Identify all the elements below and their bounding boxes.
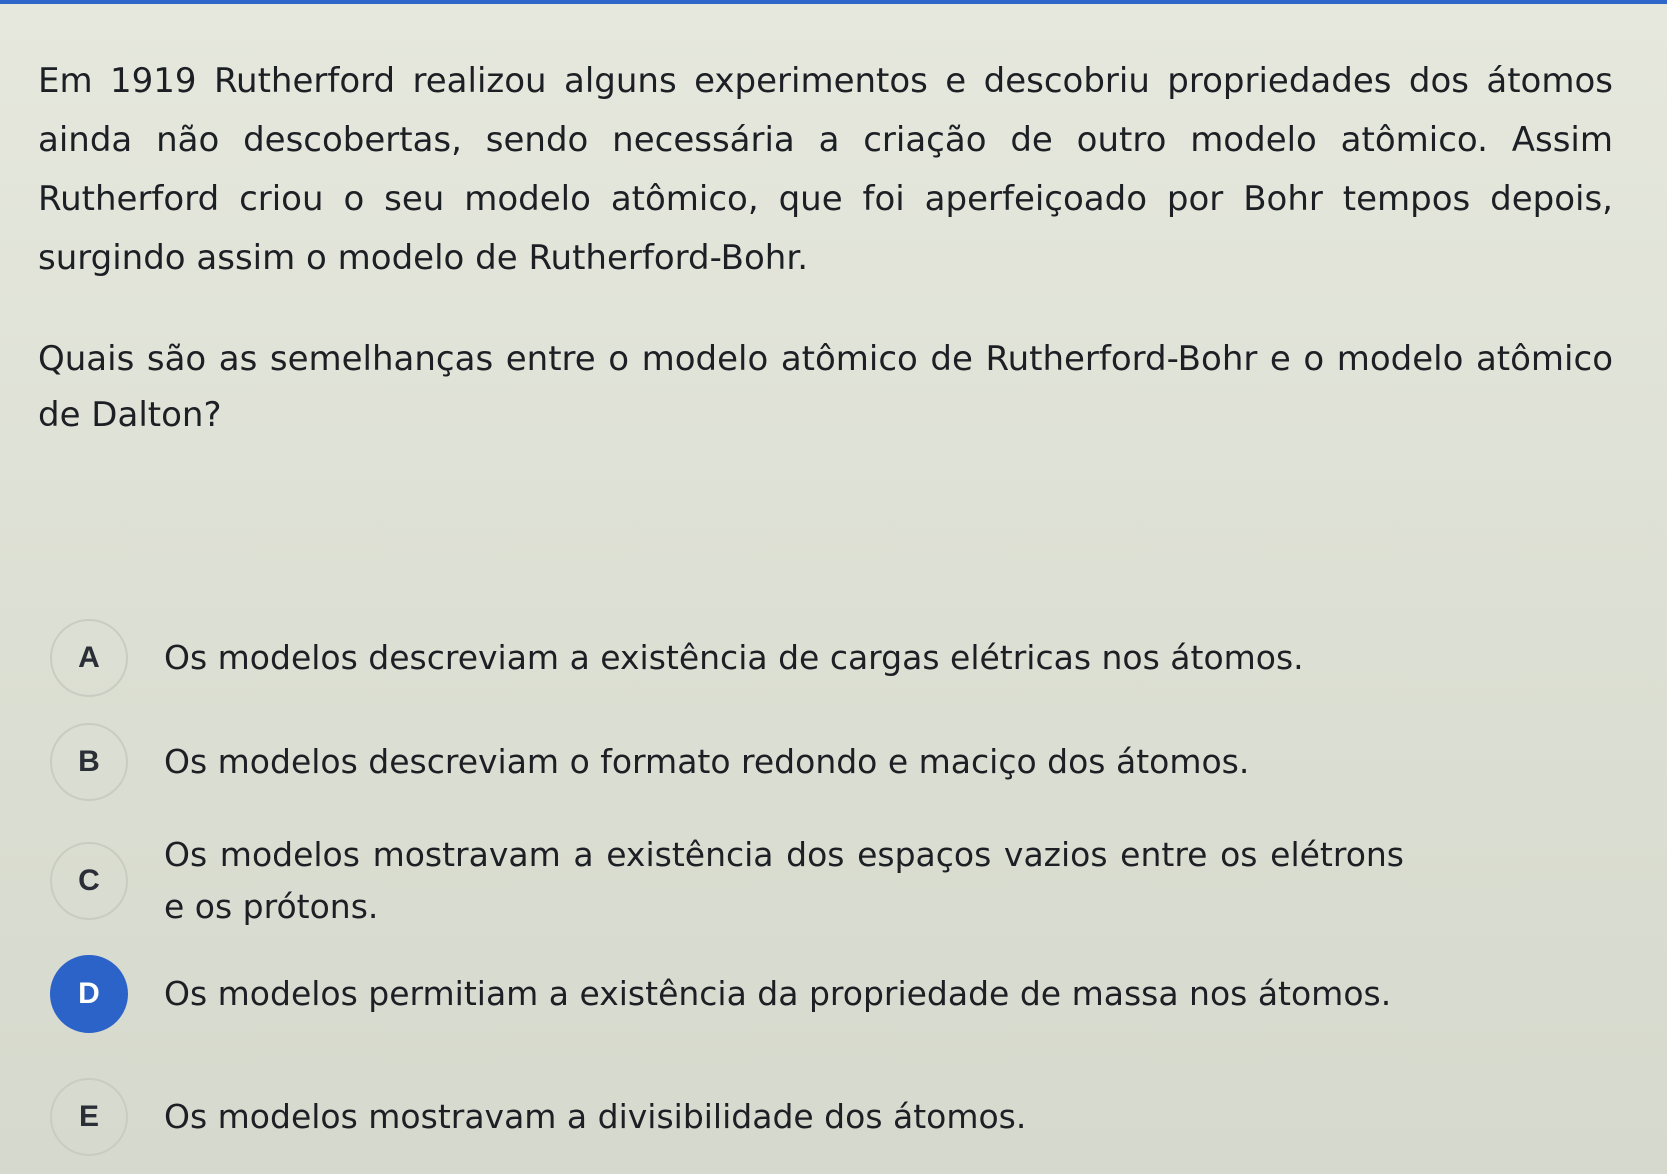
question-stem: Em 1919 Rutherford realizou alguns experimentos e descobriu propriedades dos átomos ainda não descobertas, sendo necessária a criação de outro modelo atômico. Assim Rutherford criou o seu modelo atômico, que foi aperfeiçoado por Bohr tempos depois, surgindo assim o modelo de Rutherford-Bohr. [38,61,1613,278]
option-d[interactable] [50,955,1470,1033]
option-b-text: Os modelos descreviam o formato redondo e maciço dos átomos. [164,742,1250,781]
option-c-text: Os modelos mostravam a existência dos espaços vazios entre os elétrons e os prótons. [164,835,1404,926]
question-prompt: Quais são as semelhanças entre o modelo atômico de Rutherford-Bohr e o modelo atômico de Dalton? [38,339,1613,435]
option-d-text: Os modelos permitiam a existência da propriedade de massa nos átomos. [164,974,1392,1013]
option-e[interactable] [50,1078,1470,1156]
option-e-badge[interactable]: E [50,1078,128,1156]
option-b-badge[interactable]: B [50,723,128,801]
option-e-text: Os modelos mostravam a divisibilidade dos átomos. [164,1097,1027,1136]
option-a[interactable] [50,619,1470,697]
option-a-text: Os modelos descreviam a existência de cargas elétricas nos átomos. [164,638,1304,677]
option-c[interactable] [50,829,1470,933]
option-a-badge[interactable]: A [50,619,128,697]
option-b[interactable] [50,723,1470,801]
option-d-badge[interactable]: D [50,955,128,1033]
option-c-badge[interactable]: C [50,842,128,920]
